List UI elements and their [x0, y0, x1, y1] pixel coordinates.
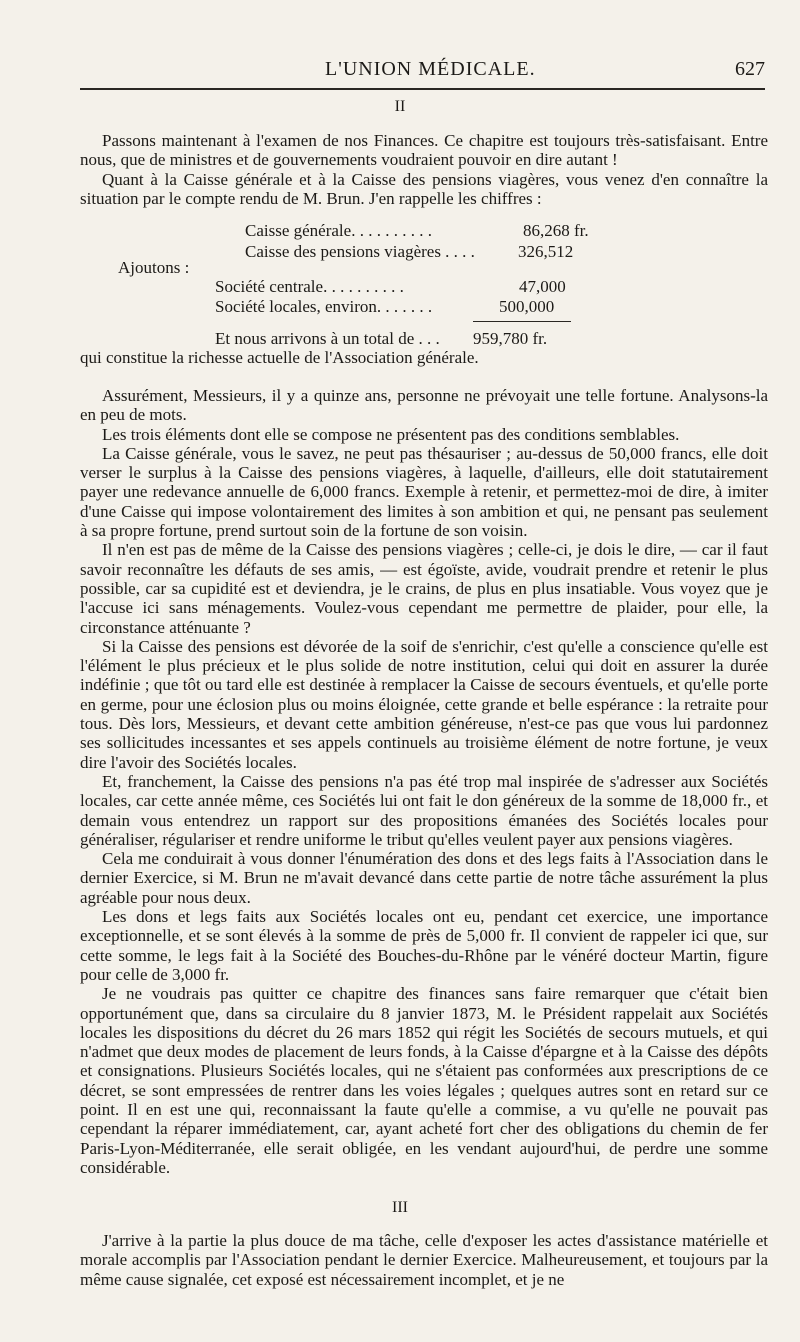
ledger-label: Société locales, environ. . . . . . .	[215, 297, 433, 316]
ledger-label: Société centrale. . . . . . . . . .	[215, 277, 404, 296]
paragraph: Les dons et legs faits aux Sociétés locales ont eu, pendant cet exercice, une importance exceptionnelle, et se sont élevés à la somme de près de 5,000 fr. Il convient de rappeler ici que, sur cette somme, le legs fait à la Société des Bouches-du-Rhône par le vénéré docteur Martin, figure pour celle de 3,000 fr.	[80, 907, 768, 984]
running-header	[80, 56, 765, 86]
journal-title: L'UNION MÉDICALE.	[325, 58, 536, 80]
header-rule	[80, 88, 765, 90]
paragraph: Je ne voudrais pas quitter ce chapitre des finances sans faire remarquer que c'était bien opportunément que, dans sa circulaire du 8 janvier 1873, M. le Président rappelait aux Sociétés locales les dispositions du décret du 26 mars 1852 qui régit les Sociétés de secours mutuels, et qui n'admet que deux modes de placement de leurs fonds, à la Caisse d'épargne et à la Caisse des dépôts et consignations. Plusieurs Sociétés locales, qui ne s'étaient pas conformées aux prescriptions de ce décret, se sont empressées de rentrer dans les voies légales ; quelques autres sont en retard sur ce point. Il en est une qui, reconnaissant la faute qu'elle a commise, a vu qu'elle ne pouvait pas cependant la réparer immédiatement, car, ayant acheté fort cher des obligations du chemin de fer Paris-Lyon-Méditerranée, elle serait obligée, en les vendant aujourd'hui, de perdre une somme considérable.	[80, 984, 768, 1177]
section-heading-ii: II	[394, 98, 406, 115]
page-number: 627	[735, 58, 765, 80]
total-amount: 959,780 fr.	[473, 329, 548, 348]
paragraph: La Caisse générale, vous le savez, ne peut pas thésauriser ; au-dessus de 50,000 francs, elle doit verser le surplus à la Caisse des pensions viagères, à laquelle, d'ailleurs, elle doit statutairement payer une redevance annuelle de 6,000 francs. Exemple à retenir, et permettez-moi de dire, à imiter d'une Caisse qui impose volontairement des limites à son ambition et qui, ne pensant pas seulement à sa propre fortune, prend surtout soin de la fortune de son voisin.	[80, 443, 768, 541]
paragraph: Et, franchement, la Caisse des pensions n'a pas été trop mal inspirée de s'adresser aux Sociétés locales, car cette année même, ces Sociétés lui ont fait le don généreux de la somme de 18,000 fr., et demain vous entendrez un rapport sur des propositions émanées des Sociétés locales pour généraliser, régulariser et rendre uniforme le tribut qu'elles veulent payer aux pensions viagères.	[80, 771, 768, 849]
main-text	[80, 386, 768, 1177]
section-heading-iii: III	[392, 1199, 408, 1216]
sum-rule	[473, 321, 571, 322]
ledger-amount: 500,000	[499, 297, 555, 316]
paragraph: Assurément, Messieurs, il y a quinze ans, personne ne prévoyait une telle fortune. Analysons-la en peu de mots.	[80, 386, 768, 425]
total-label: Et nous arrivons à un total de . . .	[215, 329, 440, 348]
paragraph: Si la Caisse des pensions est dévorée de la soif de s'enrichir, c'est qu'elle a conscience qu'elle est l'élément le plus précieux et le plus solide de notre institution, celui qui doit en assurer la durée indéfinie ; que tôt ou tard elle est destinée à remplacer la Caisse de secours éventuels, et qu'elle porte en germe, pour une éclosion plus ou moins éloignée, cette grande et belle espérance : la retraite pour tous. Dès lors, Messieurs, et devant cette ambition généreuse, n'est-ce pas que vous lui pardonnez ses sollicitudes incessantes et ses appels continuels au troisième élément de notre fortune, je veux dire l'avoir des Sociétés locales.	[80, 636, 768, 772]
paragraph: Passons maintenant à l'examen de nos Finances. Ce chapitre est toujours très-satisfaisant. Entre nous, que de ministres et de gouvernements voudraient pouvoir en dire autant !	[80, 131, 768, 170]
paragraph: Quant à la Caisse générale et à la Caisse des pensions viagères, vous venez d'en connaître la situation par le compte rendu de M. Brun. J'en rappelle les chiffres :	[80, 169, 768, 208]
ledger-amount: 47,000	[519, 277, 566, 296]
ledger-amount: 326,512	[518, 242, 574, 261]
paragraph: J'arrive à la partie la plus douce de ma tâche, celle d'exposer les actes d'assistance matérielle et morale accomplis par l'Association pendant le dernier Exercice. Malheureusement, et toujours par la même cause signalée, cet exposé est nécessairement incomplet, et je ne	[80, 1231, 768, 1289]
ledger-label: Caisse des pensions viagères . . . .	[245, 242, 475, 261]
finance-ledger: Caisse générale. . . . . . . . . . 86,268 fr. Caisse des pensions viagères . . . . 326,512 Ajoutons : Société centrale. . . . . . . . . . 47,000 Société locales, environ. . . . . . . 500,000 Et nous arrivons à un total de . . . 959,780 fr. qui constitue la richesse actuelle de l'Association générale.	[80, 221, 589, 367]
paragraph: Il n'en est pas de même de la Caisse des pensions viagères ; celle-ci, je dois le dire, — car il faut savoir reconnaître les défauts de ses amis, — est égoïste, avide, voudrait prendre et retenir le plus possible, car sa cupidité est et deviendra, je le crains, de plus en plus insatiable. Vous voyez que je l'accuse ici sans ménagements. Voulez-vous cependant me permettre de plaider, pour elle, la circonstance atténuante ?	[80, 540, 768, 637]
intro-text	[80, 131, 768, 208]
paragraph: Les trois éléments dont elle se compose ne présentent pas des conditions semblables.	[102, 424, 680, 444]
paragraph: Cela me conduirait à vous donner l'énumération des dons et des legs faits à l'Association dans le dernier Exercice, si M. Brun ne m'avait devancé dans cette partie de notre tâche assurément la plus agréable pour nous deux.	[80, 849, 768, 907]
final-text	[80, 1231, 768, 1289]
ledger-amount: 86,268 fr.	[523, 221, 589, 240]
ledger-label: Caisse générale. . . . . . . . . .	[245, 221, 432, 240]
